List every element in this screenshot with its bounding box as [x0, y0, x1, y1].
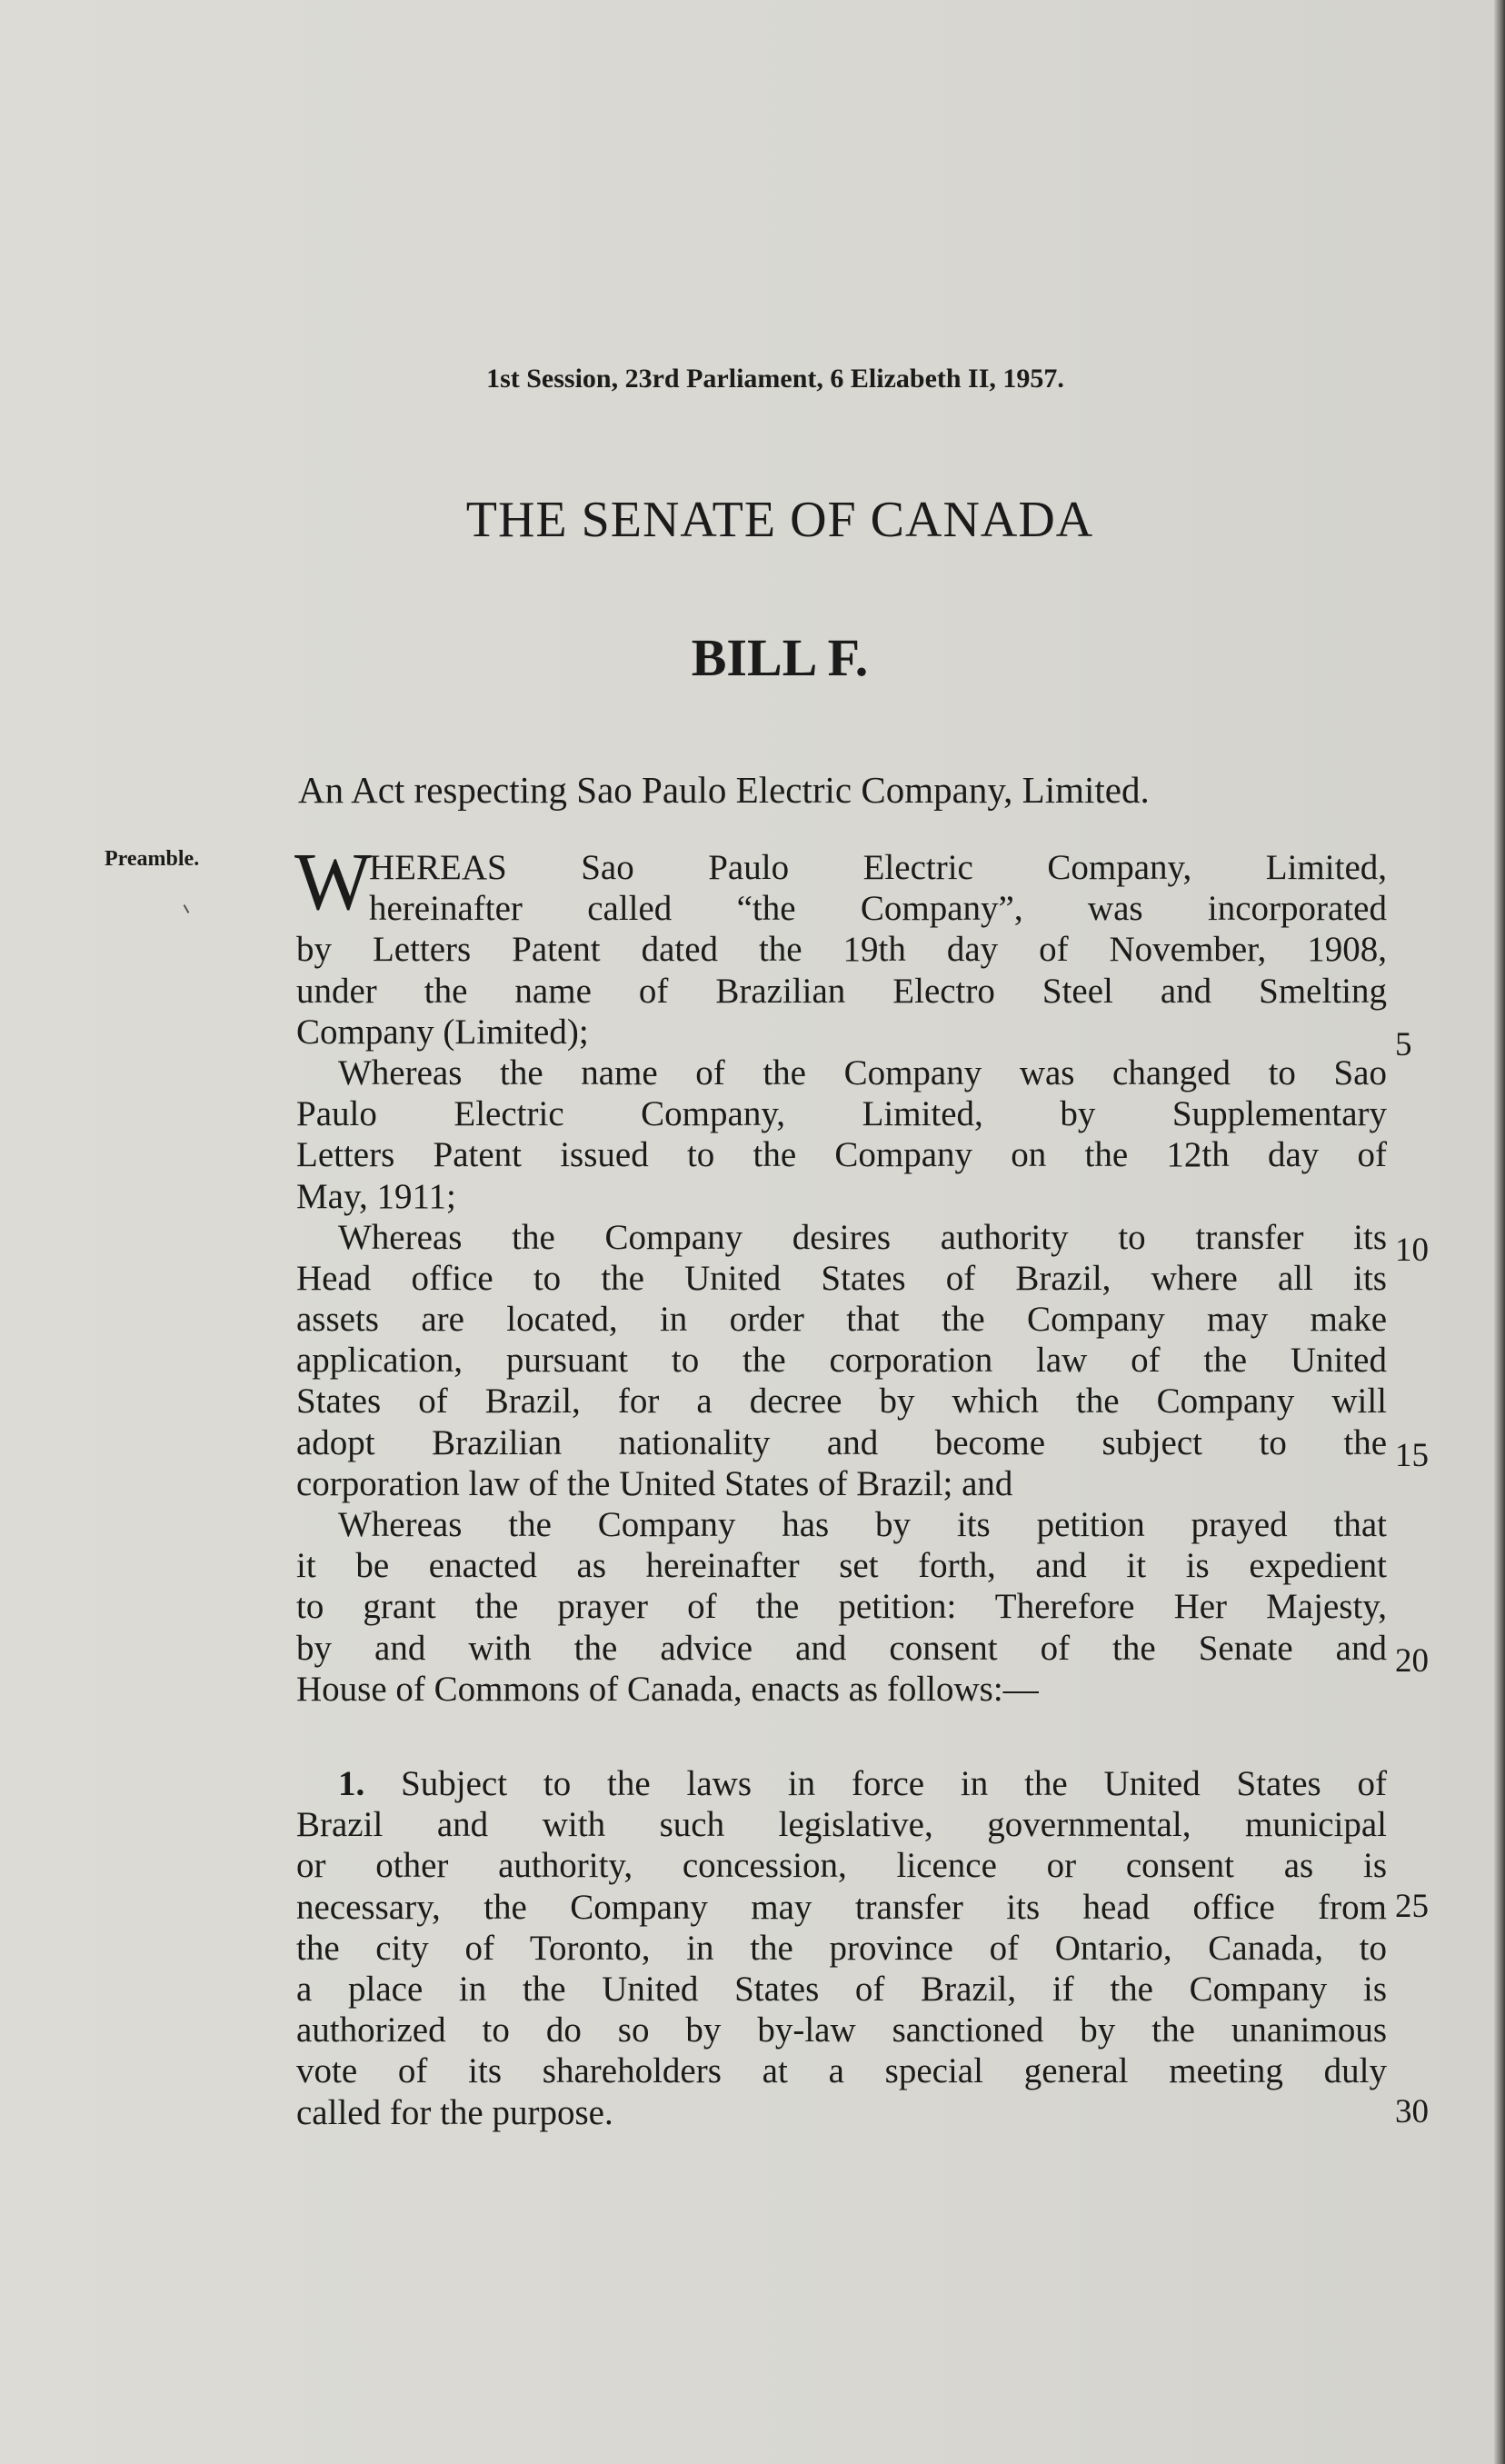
section-number: 1.	[338, 1764, 365, 1803]
text-line	[296, 1763, 1387, 1804]
text-line: Letters Patent issued to the Company on the 12th day of	[296, 1135, 1387, 1175]
text-line: the city of Toronto, in the province of Ontario, Canada, to	[296, 1928, 1387, 1968]
text-line: under the name of Brazilian Electro Steel and Smelting	[296, 971, 1387, 1011]
drop-cap: W	[294, 837, 372, 927]
section-first-line: Subject to the laws in force in the United States of	[401, 1764, 1387, 1803]
line-number: 20	[1395, 1642, 1429, 1680]
margin-mark	[184, 904, 190, 913]
text-line: HEREAS Sao Paulo Electric Company, Limited,	[369, 848, 1387, 887]
text-line: called for the purpose.	[296, 2092, 613, 2132]
text-line: States of Brazil, for a decree by which the Company will	[296, 1382, 1387, 1422]
text-line: hereinafter called “the Company”, was incorporated	[369, 889, 1387, 929]
text-line: corporation law of the United States of Brazil; and	[296, 1463, 1013, 1503]
text-line: or other authority, concession, licence or consent as is	[296, 1846, 1387, 1886]
text-line: Head office to the United States of Brazil, where all its	[296, 1258, 1387, 1298]
line-number: 5	[1395, 1026, 1412, 1063]
act-title: An Act respecting Sao Paulo Electric Company, Limited.	[298, 769, 1150, 811]
section-1-text	[296, 1763, 1387, 2133]
text-line: Paulo Electric Company, Limited, by Supplementary	[296, 1094, 1387, 1134]
text-line: to grant the prayer of the petition: Therefore Her Majesty,	[296, 1587, 1387, 1627]
text-line: Company (Limited);	[296, 1012, 589, 1052]
line-number: 30	[1395, 2093, 1429, 2130]
text-line: by and with the advice and consent of the Senate and	[296, 1628, 1387, 1668]
line-number: 10	[1395, 1232, 1429, 1269]
text-line: Whereas the Company desires authority to transfer its	[338, 1217, 1387, 1257]
bill-title: BILL F.	[691, 628, 869, 687]
text-line: Brazil and with such legislative, governmental, municipal	[296, 1805, 1387, 1845]
text-line: by Letters Patent dated the 19th day of November, 1908,	[296, 930, 1387, 970]
text-line: May, 1911;	[296, 1176, 456, 1216]
text-line: Whereas the name of the Company was changed to Sao	[338, 1052, 1387, 1092]
text-line: vote of its shareholders at a special general meeting duly	[296, 2051, 1387, 2091]
margin-note-preamble: Preamble.	[105, 847, 200, 871]
line-number: 25	[1395, 1888, 1429, 1925]
text-line: House of Commons of Canada, enacts as follows:—	[296, 1669, 1039, 1709]
session-heading: 1st Session, 23rd Parliament, 6 Elizabeth II, 1957.	[486, 364, 1064, 394]
text-line: application, pursuant to the corporation law of the United	[296, 1341, 1387, 1381]
text-line: adopt Brazilian nationality and become subject to the	[296, 1422, 1387, 1462]
text-line: necessary, the Company may transfer its head office from	[296, 1887, 1387, 1927]
text-line: assets are located, in order that the Company may make	[296, 1300, 1387, 1340]
text-line: it be enacted as hereinafter set forth, and it is expedient	[296, 1546, 1387, 1586]
preamble-text	[294, 837, 1387, 1710]
text-line: a place in the United States of Brazil, if the Company is	[296, 1969, 1387, 2009]
text-line: Whereas the Company has by its petition prayed that	[338, 1505, 1387, 1544]
line-number: 15	[1395, 1437, 1429, 1474]
text-line: authorized to do so by by-law sanctioned by the unanimous	[296, 2010, 1387, 2050]
house-title: THE SENATE OF CANADA	[465, 492, 1094, 548]
